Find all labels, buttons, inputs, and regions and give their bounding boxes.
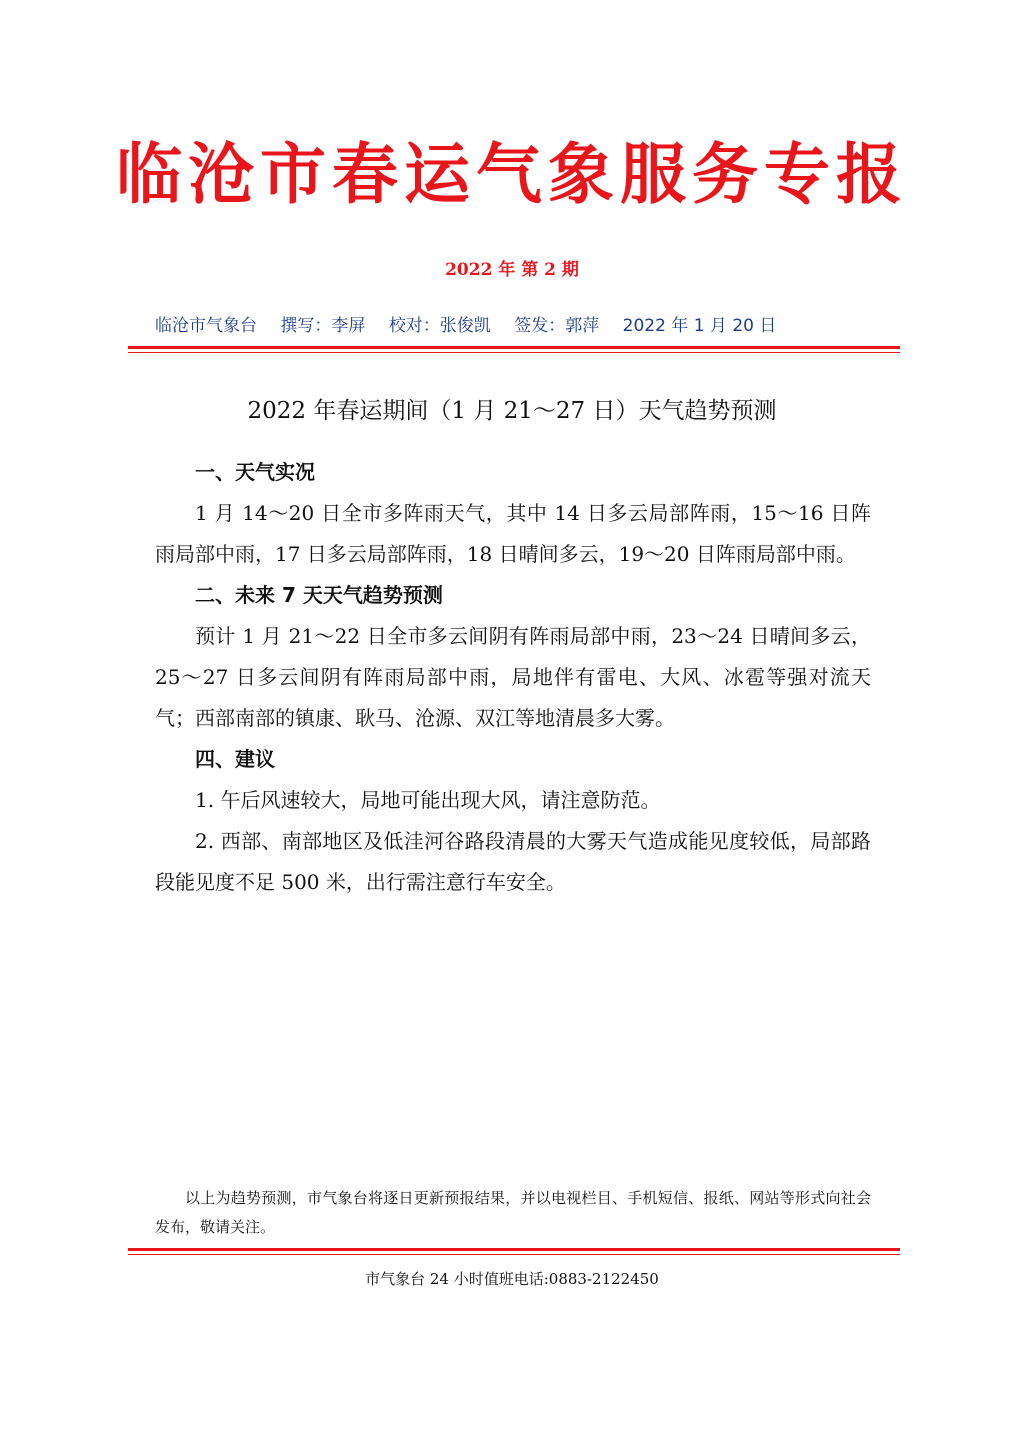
masthead-title: 临沧市春运气象服务专报	[116, 136, 908, 213]
document-title: 2022 年春运期间（1 月 21～27 日）天气趋势预测	[247, 398, 777, 424]
header-divider-thin	[128, 352, 900, 353]
issue-info-line	[155, 313, 875, 339]
agency-name: 临沧市气象台	[155, 316, 257, 336]
duty-hotline: 市气象台 24 小时值班电话:0883-2122450	[365, 1270, 659, 1288]
section-heading: 一、天气实况	[195, 460, 315, 484]
footer-divider-thin	[128, 1254, 900, 1255]
paragraph: 2. 西部、南部地区及低洼河谷路段清晨的大雾天气造成能见度较低，局部路段能见度不足 500 米，出行需注意行车安全。	[155, 829, 871, 894]
section-heading: 四、建议	[195, 747, 275, 771]
paragraph: 1 月 14～20 日全市多阵雨天气，其中 14 日多云局部阵雨，15～16 日阵雨局部中雨，17 日多云局部阵雨，18 日晴间多云，19～20 日阵雨局部中雨。	[155, 501, 871, 566]
proofreader: 校对：张俊凯	[388, 316, 491, 336]
signer: 签发：郭萍	[514, 316, 600, 336]
issue-date: 2022 年 1 月 20 日	[622, 316, 777, 336]
header-divider-thick	[128, 346, 900, 349]
paragraph: 1. 午后风速较大，局地可能出现大风，请注意防范。	[195, 788, 661, 812]
section-heading: 二、未来 7 天天气趋势预测	[195, 583, 443, 607]
footer-divider-thick	[128, 1248, 900, 1251]
document-body	[155, 452, 871, 903]
footer-note: 以上为趋势预测，市气象台将逐日更新预报结果，并以电视栏目、手机短信、报纸、网站等形式向社会发布，敬请关注。	[155, 1189, 871, 1236]
issue-number: 2022 年 第 2 期	[445, 260, 579, 280]
writer: 撰写：李屏	[280, 316, 366, 336]
paragraph: 预计 1 月 21～22 日全市多云间阴有阵雨局部中雨，23～24 日晴间多云，25～27 日多云间阴有阵雨局部中雨，局地伴有雷电、大风、冰雹等强对流天气；西部南部的镇康、耿马、沧源、双江等地清晨多大雾。	[155, 624, 871, 730]
